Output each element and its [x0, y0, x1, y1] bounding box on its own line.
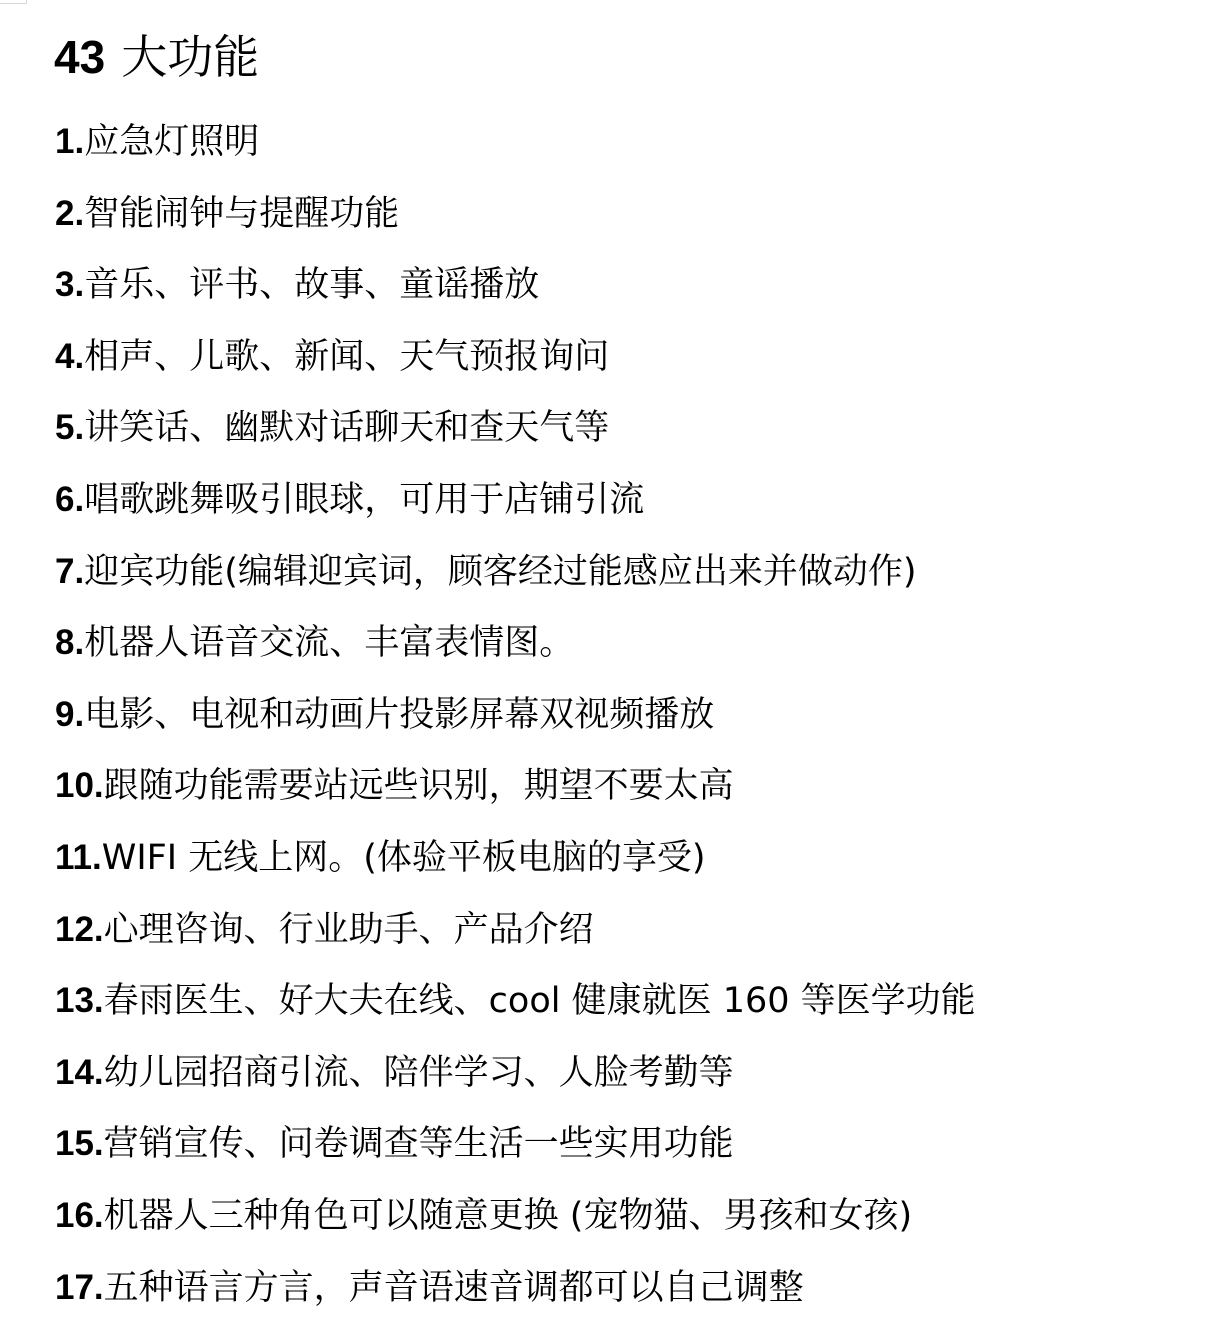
- feature-item-4: [55, 321, 1205, 393]
- title-number: 43: [54, 31, 106, 83]
- feature-index: 5.: [55, 408, 85, 448]
- feature-index: 4.: [55, 336, 85, 376]
- feature-item-17: [55, 1252, 1205, 1324]
- feature-list: [55, 106, 1205, 1323]
- feature-text: 五种语言方言，声音语速音调都可以自己调整: [103, 1267, 804, 1308]
- feature-text: 迎宾功能(编辑迎宾词，顾客经过能感应出来并做动作): [84, 551, 917, 592]
- feature-index: 16.: [55, 1195, 104, 1235]
- feature-item-7: [55, 536, 1205, 608]
- feature-item-8: [55, 607, 1205, 679]
- feature-text: 心理咨询、行业助手、产品介绍: [103, 909, 594, 950]
- feature-item-13: [55, 965, 1205, 1037]
- feature-text: 应急灯照明: [84, 122, 260, 162]
- feature-text: 春雨医生、好大夫在线、cool 健康就医 160 等医学功能: [103, 981, 976, 1022]
- feature-item-9: [55, 679, 1205, 751]
- feature-text: 音乐、评书、故事、童谣播放: [84, 265, 540, 306]
- feature-text: 营销宣传、问卷调查等生活一些实用功能: [103, 1124, 734, 1165]
- feature-index: 2.: [55, 193, 85, 233]
- feature-index: 17.: [55, 1267, 104, 1307]
- feature-index: 11.: [55, 837, 102, 877]
- feature-item-16: [55, 1180, 1205, 1252]
- feature-item-5: [55, 392, 1205, 464]
- feature-index: 12.: [55, 909, 104, 949]
- feature-item-3: [55, 249, 1205, 321]
- feature-text: 相声、儿歌、新闻、天气预报询问: [84, 336, 610, 377]
- feature-index: 6.: [55, 479, 85, 519]
- feature-text: 幼儿园招商引流、陪伴学习、人脸考勤等: [103, 1052, 734, 1093]
- feature-index: 9.: [55, 694, 85, 734]
- feature-index: 13.: [55, 981, 104, 1021]
- feature-item-11: [55, 822, 1205, 894]
- title-text: 大功能: [121, 30, 260, 84]
- page-corner-mark: [0, 0, 27, 4]
- feature-item-15: [55, 1108, 1205, 1180]
- feature-text: 电影、电视和动画片投影屏幕双视频播放: [84, 694, 715, 735]
- feature-index: 14.: [55, 1052, 104, 1092]
- feature-item-1: [55, 106, 1205, 178]
- feature-text: 机器人三种角色可以随意更换 (宠物猫、男孩和女孩): [103, 1195, 913, 1236]
- feature-index: 15.: [55, 1124, 104, 1164]
- feature-item-12: [55, 894, 1205, 966]
- feature-text: 智能闹钟与提醒功能: [84, 193, 400, 234]
- feature-index: 7.: [55, 551, 85, 591]
- feature-item-6: [55, 464, 1205, 536]
- feature-text: 跟随功能需要站远些识别，期望不要太高: [103, 766, 734, 807]
- page-title: [54, 22, 259, 92]
- feature-index: 8.: [55, 623, 85, 663]
- feature-text: 唱歌跳舞吸引眼球，可用于店铺引流: [84, 479, 645, 520]
- feature-item-14: [55, 1037, 1205, 1109]
- feature-index: 1.: [55, 122, 85, 161]
- feature-text: 讲笑话、幽默对话聊天和查天气等: [84, 408, 610, 449]
- feature-text: 机器人语音交流、丰富表情图。: [84, 623, 575, 664]
- feature-index: 3.: [55, 265, 85, 305]
- feature-item-2: [55, 178, 1205, 250]
- feature-index: 10.: [55, 766, 104, 806]
- feature-item-10: [55, 750, 1205, 822]
- feature-text: WIFI 无线上网。(体验平板电脑的享受): [101, 837, 706, 878]
